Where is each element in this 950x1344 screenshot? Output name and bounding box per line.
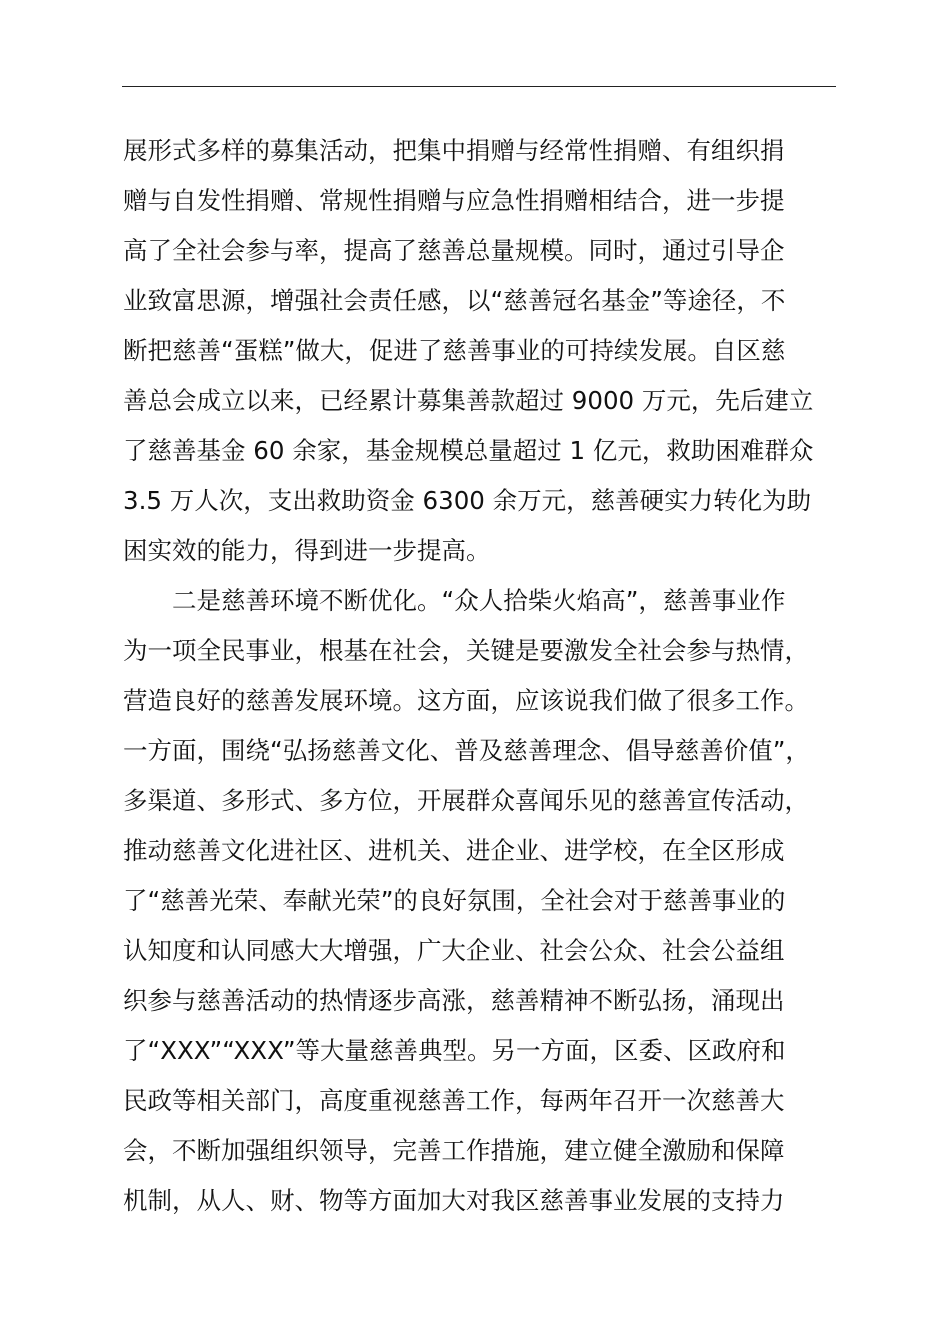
header-rule (122, 86, 836, 87)
text-line: 善总会成立以来，已经累计募集善款超过 9000 万元，先后建立 (123, 386, 814, 415)
text-line: 了慈善基金 60 余家，基金规模总量超过 1 亿元，救助困难群众 (123, 436, 814, 465)
text-line: 了“XXX”“XXX”等大量慈善典型。另一方面，区委、区政府和 (123, 1036, 786, 1065)
text-line: 展形式多样的募集活动，把集中捐赠与经常性捐赠、有组织捐 (123, 136, 785, 165)
paragraph-start-line: 二是慈善环境不断优化。“众人拾柴火焰高”，慈善事业作 (172, 586, 786, 615)
text-line: 认知度和认同感大大增强，广大企业、社会公众、社会公益组 (123, 936, 785, 965)
text-line: 织参与慈善活动的热情逐步高涨，慈善精神不断弘扬，涌现出 (123, 986, 785, 1015)
text-line: 营造良好的慈善发展环境。这方面，应该说我们做了很多工作。 (123, 686, 809, 715)
text-line: 推动慈善文化进社区、进机关、进企业、进学校，在全区形成 (123, 836, 785, 865)
text-line: 3.5 万人次，支出救助资金 6300 余万元，慈善硬实力转化为助 (123, 486, 812, 515)
text-line: 赠与自发性捐赠、常规性捐赠与应急性捐赠相结合，进一步提 (123, 186, 785, 215)
text-line: 业致富思源，增强社会责任感，以“慈善冠名基金”等途径，不 (123, 286, 786, 315)
text-line: 困实效的能力，得到进一步提高。 (123, 536, 491, 565)
text-line: 民政等相关部门，高度重视慈善工作，每两年召开一次慈善大 (123, 1086, 785, 1115)
text-line: 一方面，围绕“弘扬慈善文化、普及慈善理念、倡导慈善价值”， (123, 736, 810, 765)
text-line: 多渠道、多形式、多方位，开展群众喜闻乐见的慈善宣传活动， (123, 786, 809, 815)
text-line: 机制，从人、财、物等方面加大对我区慈善事业发展的支持力 (123, 1186, 785, 1215)
text-line: 为一项全民事业，根基在社会，关键是要激发全社会参与热情， (123, 636, 809, 665)
text-line: 会，不断加强组织领导，完善工作措施，建立健全激励和保障 (123, 1136, 785, 1165)
text-line: 了“慈善光荣、奉献光荣”的良好氛围，全社会对于慈善事业的 (123, 886, 786, 915)
text-line: 高了全社会参与率，提高了慈善总量规模。同时，通过引导企 (123, 236, 785, 265)
document-body (123, 126, 839, 1226)
text-line: 断把慈善“蛋糕”做大，促进了慈善事业的可持续发展。自区慈 (123, 336, 786, 365)
